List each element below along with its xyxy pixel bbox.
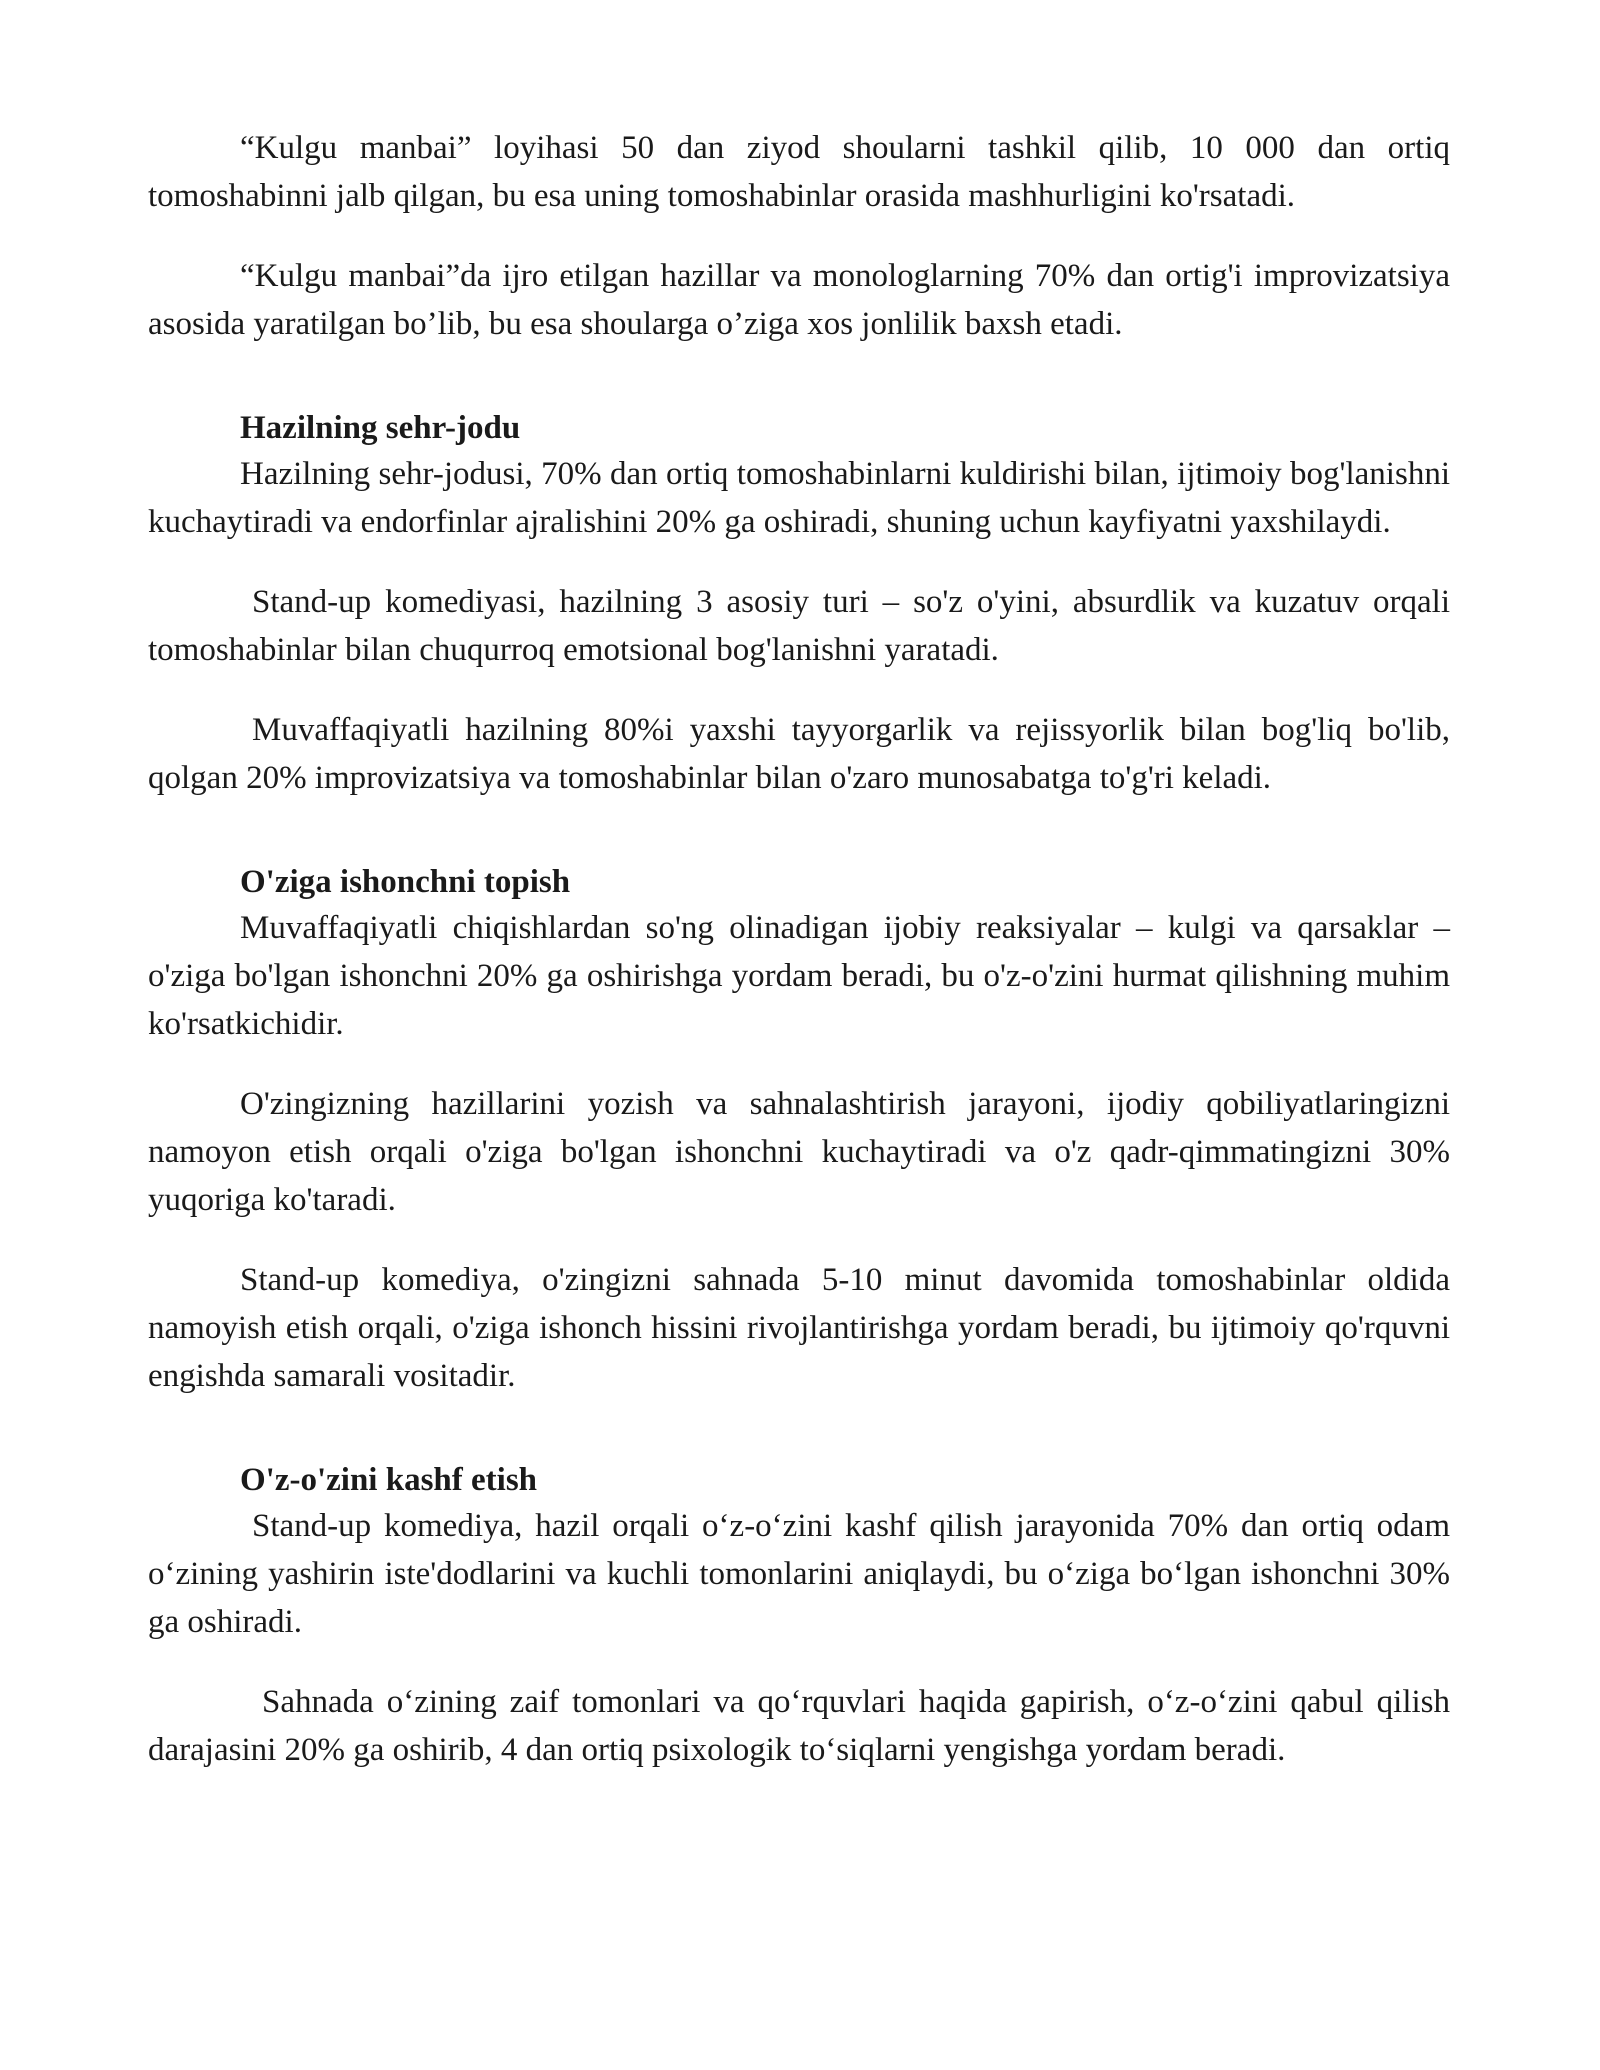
paragraph-self-discovery: Stand-up komediya, hazil orqali o‘z-o‘zini kashf qilish jarayonida 70% dan ortiq odam o‘zining yashirin iste'dodlarini va kuchli tomonlarini aniqlaydi, bu o‘ziga bo‘lgan ishonchni 30% ga oshiradi. bbox=[148, 1508, 1450, 1640]
heading-oziga-ishonchni-topish: O'ziga ishonchni topish bbox=[240, 864, 571, 900]
paragraph-hazilning-sehr-jodusi: Hazilning sehr-jodusi, 70% dan ortiq tomoshabinlarni kuldirishi bilan, ijtimoiy bog'lanishni kuchaytiradi va endorfinlar ajralishini 20% ga oshiradi, shuning uchun kayfiyatni yaxshilaydi. bbox=[148, 456, 1450, 540]
heading-oz-ozini-kashf-etish: O'z-o'zini kashf etish bbox=[240, 1462, 538, 1498]
paragraph-writing-jokes: O'zingizning hazillarini yozish va sahnalashtirish jarayoni, ijodiy qobiliyatlaringizni namoyon etish orqali o'ziga bo'lgan ishonchni kuchaytiradi va o'z qadr-qimmatingizni 30% yuqoriga ko'taradi. bbox=[148, 1086, 1450, 1218]
paragraph-weaknesses-fears: Sahnada o‘zining zaif tomonlari va qo‘rquvlari haqida gapirish, o‘z-o‘zini qabul qilish darajasini 20% ga oshirib, 4 dan ortiq psixologik to‘siqlarni yengishga yordam beradi. bbox=[148, 1684, 1450, 1768]
paragraph-stand-up-types: Stand-up komediyasi, hazilning 3 asosiy turi – so'z o'yini, absurdlik va kuzatuv orqali tomoshabinlar bilan chuqurroq emotsional bog'lanishni yaratadi. bbox=[148, 584, 1450, 668]
paragraph-kulgu-manbai-shows: “Kulgu manbai” loyihasi 50 dan ziyod shoularni tashkil qilib, 10 000 dan ortiq tomoshabinni jalb qilgan, bu esa uning tomoshabinlar orasida mashhurligini ko'rsatadi. bbox=[148, 130, 1450, 214]
paragraph-stage-minutes: Stand-up komediya, o'zingizni sahnada 5-10 minut davomida tomoshabinlar oldida namoyish etish orqali, o'ziga ishonch hissini rivojlantirishga yordam beradi, bu ijtimoiy qo'rquvni engishda samarali vositadir. bbox=[148, 1262, 1450, 1394]
paragraph-successful-humor: Muvaffaqiyatli hazilning 80%i yaxshi tayyorgarlik va rejissyorlik bilan bog'liq bo'lib, qolgan 20% improvizatsiya va tomoshabinlar bilan o'zaro munosabatga to'g'ri keladi. bbox=[148, 712, 1450, 796]
paragraph-kulgu-manbai-improvisation: “Kulgu manbai”da ijro etilgan hazillar va monologlarning 70% dan ortig'i improvizatsiya asosida yaratilgan bo’lib, bu esa shoularga o’ziga xos jonlilik baxsh etadi. bbox=[148, 258, 1450, 342]
heading-hazilning-sehr-jodu: Hazilning sehr-jodu bbox=[240, 410, 521, 446]
document-page bbox=[148, 124, 1450, 1774]
paragraph-positive-reactions: Muvaffaqiyatli chiqishlardan so'ng olinadigan ijobiy reaksiyalar – kulgi va qarsaklar – o'ziga bo'lgan ishonchni 20% ga oshirishga yordam beradi, bu o'z-o'zini hurmat qilishning muhim ko'rsatkichidir. bbox=[148, 910, 1450, 1042]
